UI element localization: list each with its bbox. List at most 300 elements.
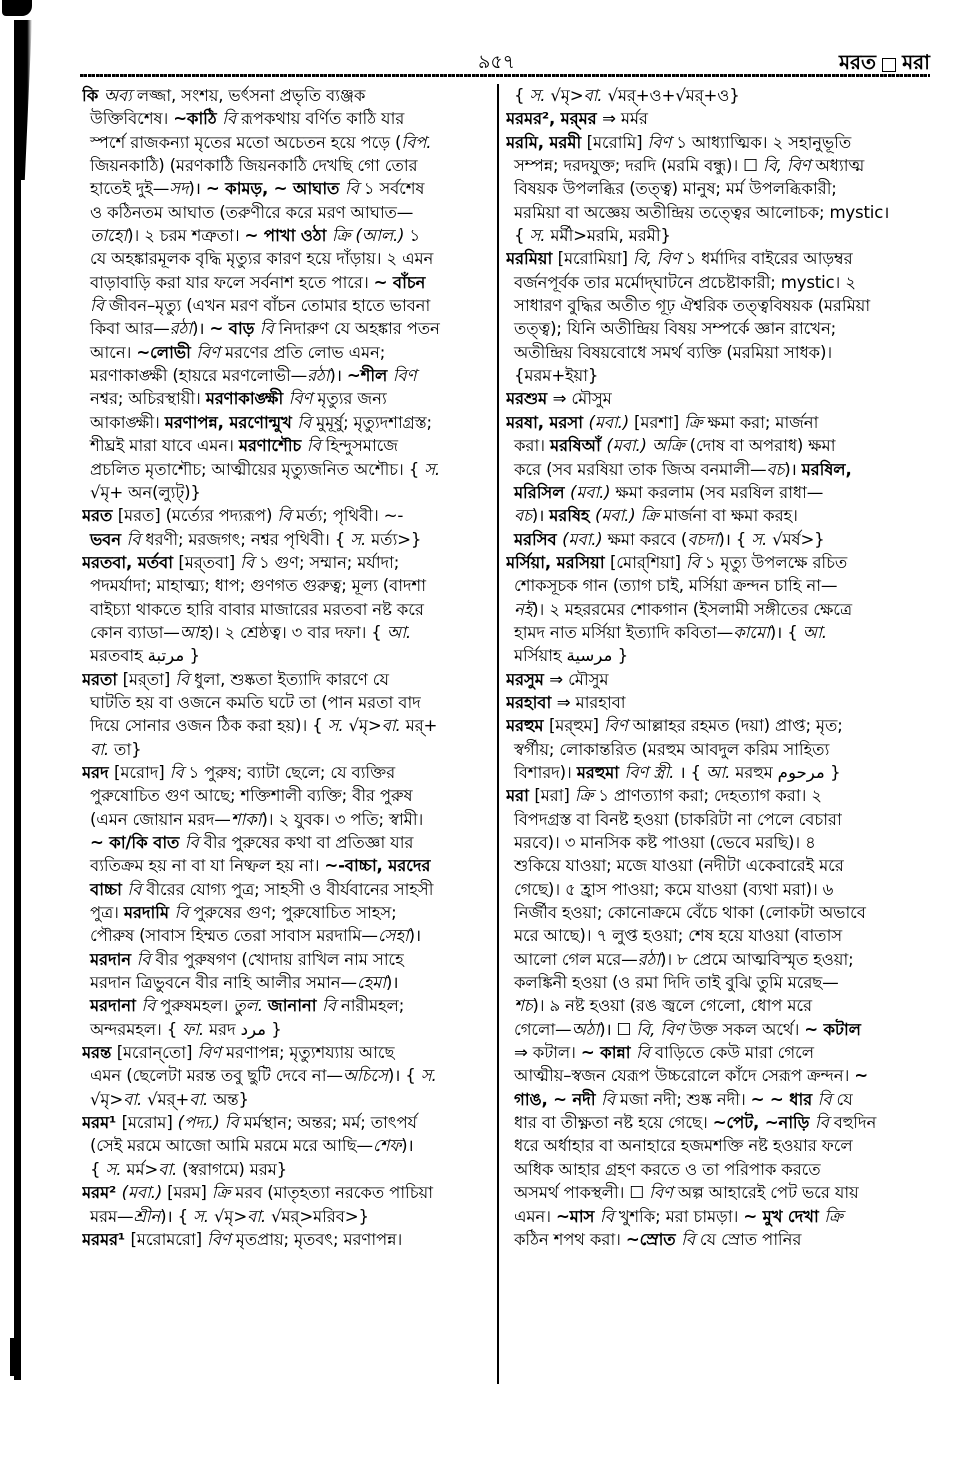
headword-text: ভবন (90, 529, 127, 549)
definition-text: )। { (387, 1066, 421, 1086)
definition-text: [মরম] (167, 1183, 212, 1203)
entry-continuation-line (506, 948, 926, 971)
headword-text: মরষিহ (549, 506, 595, 526)
grammar-label-text: স. (105, 1159, 127, 1179)
definition-text: √মর্+ (147, 1089, 190, 1109)
definition-text: ঘাটতি হয় বা ওজনে কমতি ঘটে তা (পান মরতা বাদ (90, 692, 421, 712)
headword-text: ~কাঠি (173, 109, 223, 129)
entry-continuation-line (82, 971, 500, 994)
definition-text: মুমূর্ষু; মৃত্যুদশাগ্রস্ত; (316, 412, 432, 432)
entry-headword-line (82, 1041, 500, 1064)
grammar-label-text: আ. (386, 622, 411, 642)
grammar-label-text: স. (327, 716, 349, 736)
definition-text: ধুলা, শুষ্কতা ইত্যাদি কারণে যে (194, 669, 389, 689)
grammar-label-text: বিণ (196, 342, 225, 362)
grammar-label-text: বি (306, 436, 326, 456)
entry-headword-line (506, 387, 926, 410)
headword-text: গাঙ, ~ নদী (514, 1089, 601, 1109)
entry-continuation-line (506, 341, 926, 364)
headword-text: মরষা, মরসা (506, 412, 589, 432)
definition-text: বাড়াবাড়ি করা যার ফলে সর্বনাশ হতে পারে। (90, 272, 374, 292)
entry-continuation-line (506, 644, 926, 667)
definition-text: ⇒ মৌসুম (549, 669, 609, 689)
grammar-label-text: নই (514, 599, 533, 619)
entry-continuation-line (82, 574, 500, 597)
definition-text: ⇒ কটাল। (514, 1043, 581, 1063)
definition-text: (এমন জোয়ান মরদ— (90, 809, 231, 829)
right-column (506, 84, 926, 1251)
entry-headword-line (506, 107, 926, 130)
definition-text: )। ☐ (599, 1019, 637, 1039)
entry-continuation-line (82, 994, 500, 1017)
headword-text: ~লোভী (136, 342, 197, 362)
definition-text: [মরোমি] (586, 132, 648, 152)
entry-continuation-line (82, 854, 500, 877)
headword-text: ~ বাঁচন (373, 272, 426, 292)
definition-text: মর্ত্য; পৃথিবী। ~- (296, 506, 404, 526)
grammar-label-text: ক্রি (574, 786, 599, 806)
definition-text: মরতবাহ مرتبة } (90, 646, 201, 666)
definition-text: [মর্‌তা] (122, 669, 176, 689)
entry-continuation-line (506, 294, 926, 317)
definition-text: আত্মীয়–স্বজন যেরূপ উচ্চরোলে কাঁদে সেরূপ ক্রন্দন। (514, 1066, 855, 1086)
entry-continuation-line (82, 247, 500, 270)
definition-text: স্পর্শে রাজকন্যা মৃতের মতো অচেতন হয়ে পড়ে ( (90, 132, 402, 152)
definition-text: যে স্রোত পানির (699, 1229, 802, 1249)
guide-word-first: মরত (838, 50, 877, 74)
definition-text: মার্জনা বা ক্ষমা করহ। (664, 506, 798, 526)
definition-text: অন্দরমহল। { (90, 1019, 183, 1039)
grammar-label-text: রঠা (637, 949, 660, 969)
definition-text: ১ প্রাণত্যাগ করা; দেহত্যাগ করা। ২ (598, 786, 822, 806)
definition-text: √মর্>মরিব>} (271, 1206, 369, 1226)
grammar-label-text: বি (814, 1113, 834, 1133)
grammar-label-text: তুল. (233, 996, 268, 1016)
definition-text: )। ২ যুবক। ৩ পতি; স্বামী। (261, 809, 424, 829)
grammar-label-text: শেফ (372, 1136, 402, 1156)
entry-continuation-line (506, 574, 926, 597)
definition-text: √মর্ষ>} (772, 529, 825, 549)
definition-text: পুত্র। (90, 903, 124, 923)
definition-text: মর্ম> (126, 1159, 159, 1179)
headword-text: মরণাশৌচ (238, 436, 307, 456)
entry-continuation-line (506, 878, 926, 901)
definition-text: ১ মৃত্যু উপলক্ষে রচিত (704, 552, 848, 572)
grammar-label-text: বিণ (392, 366, 417, 386)
definition-text: মর্ত্য>} (371, 529, 422, 549)
entry-headword-line (506, 691, 926, 714)
entry-continuation-line (82, 691, 500, 714)
entry-continuation-line (82, 107, 500, 130)
grammar-label-text: অচিসে (342, 1066, 388, 1086)
definition-text: ক্ষমা করা; মার্জনা (707, 412, 819, 432)
definition-text: )। (784, 459, 802, 479)
grammar-label-text: অঠা (571, 1019, 600, 1039)
definition-text: মরদান ত্রিভুবনে বীর নাহি আলীর সমান— (90, 973, 357, 993)
entry-continuation-line (82, 784, 500, 807)
definition-text: (সেই মরমে আজো আমি মরমে মরে আছি— (90, 1136, 373, 1156)
entry-continuation-line (506, 901, 926, 924)
definition-text: )। { (718, 529, 752, 549)
headword-text: মরষিল, (801, 459, 852, 479)
definition-text: মরমিয়া বা অজ্ঞেয় অতীন্দ্রিয় তত্ত্বের আলোচক; mystic। (514, 202, 890, 222)
grammar-label-text: শচ (514, 996, 533, 1016)
entry-continuation-line (82, 831, 500, 854)
grammar-label-text: হেমা (356, 973, 386, 993)
definition-text: [মরশা] (634, 412, 685, 432)
headword-text: ~-বাচ্চা, মরদের (324, 856, 431, 876)
definition-text: { (90, 1159, 106, 1179)
entry-continuation-line (82, 1158, 500, 1181)
grammar-label-text: বি (175, 669, 195, 689)
grammar-label-text: রঠা (307, 366, 330, 386)
definition-text: অধিক আহার গ্রহণ করতে ও তা পরিপাক করতে (514, 1159, 821, 1179)
grammar-label-text: বি (174, 903, 194, 923)
entry-continuation-line (82, 1088, 500, 1111)
headword-text: মরষিআঁ (549, 436, 607, 456)
definition-text: বর্জনপূর্বক তার মর্মোদ্‌ঘাটনে প্রচেষ্টাকারী; mystic। ২ (514, 272, 856, 292)
definition-text: )। { (160, 1206, 194, 1226)
headword-text: মরহুমা (576, 762, 625, 782)
definition-text: বাড়িতে কেউ মারা গেলে (654, 1043, 814, 1063)
definition-text: মরবে)। ৩ মানসিক কষ্ট পাওয়া (ভেবে মরছি)। ৪ (514, 833, 816, 852)
definition-text: [মর্‌হুম] (548, 716, 604, 736)
definition-text: মরে আছে)। ৭ লুপ্ত হওয়া; শেষ হয়ে যাওয়া (বাতাস (514, 926, 842, 946)
headword-text: মরদামি (123, 903, 175, 923)
headword-text: ~স্রোত (625, 1229, 682, 1249)
grammar-label-text: স. (529, 226, 551, 246)
definition-text: [মরোন্‌তো] (116, 1043, 198, 1063)
grammar-label-text: বি (685, 552, 705, 572)
headword-text: মরমর¹ (82, 1229, 131, 1249)
entry-continuation-line (506, 1205, 926, 1228)
definition-text: নারীমহল; (340, 996, 405, 1016)
headword-text: ~ কটাল (804, 1019, 861, 1039)
definition-text: যে অহঙ্কারমূলক বৃদ্ধি মৃত্যুর কারণ হয়ে দাঁড়ায়। ২ এমন (90, 249, 434, 269)
definition-text: ⇒ মৌসুম (552, 389, 612, 409)
entry-continuation-line (82, 948, 500, 971)
entry-headword-line (506, 411, 926, 434)
headword-text: ~ বাড় (209, 319, 260, 339)
definition-text: )। (188, 179, 206, 199)
headword-text: বাচ্চা (90, 879, 128, 899)
grammar-label-text: (মবা.) (588, 412, 635, 432)
entry-headword-line (82, 84, 500, 107)
entry-headword-line (82, 1111, 500, 1134)
definition-text: করা। (514, 436, 550, 456)
definition-text: । { (679, 762, 706, 782)
definition-text: মরণাকাঙ্ক্ষী (হায়রে মরণলোভী— (90, 366, 307, 386)
definition-text: মৃতপ্রায়; মৃতবৎ; মরণাপন্ন। (235, 1229, 403, 1249)
entry-continuation-line (506, 224, 926, 247)
definition-text: মরদ مرد } (209, 1019, 282, 1039)
grammar-label-text: বি (90, 296, 109, 316)
definition-text: কলঙ্কিনী হওয়া (ও রমা দিদি তাই বুঝি তুমি মরেছ— (514, 973, 839, 993)
headword-text: মরদানা (90, 996, 142, 1016)
definition-text: বহুদিন (833, 1113, 877, 1133)
definition-text: হামদ নাত মর্সিয়া ইত্যাদি কবিতা— (514, 622, 734, 642)
entry-continuation-line (82, 1205, 500, 1228)
definition-text: মরম— (90, 1206, 134, 1226)
entry-continuation-line (506, 621, 926, 644)
headword-text: মরতবা, মর্তবা (82, 552, 179, 572)
entry-continuation-line (82, 714, 500, 737)
definition-text: অধ্যাত্ম (815, 156, 865, 176)
headword-text: মরত (82, 506, 118, 526)
definition-text: নির্জীব হওয়া; কোনোক্রমে বেঁচে থাকা (লোকটা অভাবে (514, 903, 866, 923)
entry-continuation-line (506, 761, 926, 784)
entry-continuation-line (82, 387, 500, 410)
entry-continuation-line (506, 1228, 926, 1251)
entry-continuation-line (506, 434, 926, 457)
scan-artifact (10, 1338, 18, 1376)
entry-headword-line (506, 784, 926, 807)
definition-text: বিপদগ্রস্ত বা বিনষ্ট হওয়া (চাকরিটা না পেলে বেচারা (514, 809, 842, 829)
grammar-label-text: বি (169, 762, 189, 782)
grammar-label-text: বিণ (197, 1043, 227, 1063)
entry-continuation-line (82, 131, 500, 154)
definition-text: সম্পন্ন; দরদযুক্ত; দরদি (মরমি বন্ধু)। ☐ (514, 156, 763, 176)
definition-text: )। (329, 366, 347, 386)
headword-text: ~পেট, ~নাড়ি (712, 1113, 815, 1133)
definition-text: পুরুষমহল। (160, 996, 234, 1016)
definition-text: মরণাপন্ন; মৃত্যুশয্যায় আছে (226, 1043, 395, 1063)
grammar-label-text: ক্রি (211, 1183, 236, 1203)
definition-text: আকাঙ্ক্ষী। (90, 412, 165, 432)
definition-text: {মরম+ইয়া} (514, 366, 599, 386)
grammar-label-text: বি, বিণ (762, 156, 816, 176)
grammar-label-text: বচ (766, 459, 785, 479)
entry-continuation-line (506, 598, 926, 621)
definition-text: { (514, 86, 530, 105)
entry-continuation-line (82, 364, 500, 387)
entry-continuation-line (506, 458, 926, 481)
grammar-label-text: বি (141, 996, 161, 1016)
definition-text: √মৃ+ অন(ল্যুট্)} (90, 482, 201, 502)
definition-text: ক্ষমা করবে ( (607, 529, 688, 549)
definition-text: [মরোদ] (114, 762, 170, 782)
entry-continuation-line (82, 738, 500, 761)
grammar-label-text: স. (424, 459, 440, 479)
definition-text: অতীন্দ্রিয় বিষয়বোধে সমর্থ ব্যক্তি (মরমিয়া সাধক)। (514, 342, 832, 362)
definition-text: স্বর্গীয়; লোকান্তরিত (মরহুম আবদুল করিম সাহিত্য (514, 739, 830, 759)
entry-headword-line (506, 131, 926, 154)
entry-continuation-line (506, 317, 926, 340)
definition-text: মরহুম مرحوم } (735, 762, 841, 782)
definition-text: [মরত] (মর্ত্যের পদ্যরূপ) (117, 506, 278, 526)
headword-text: কি (82, 86, 104, 105)
definition-text: (স্বরাগমে) মরম} (182, 1159, 288, 1179)
definition-text: ১ গুণ; সম্মান; মর্যাদা; (258, 552, 400, 572)
entry-continuation-line (506, 84, 926, 107)
definition-text: নিদারুণ যে অহঙ্কার পতন (278, 319, 440, 339)
entry-continuation-line (82, 901, 500, 924)
grammar-label-text: বিণ স্ত্রী. (624, 762, 680, 782)
definition-text: মজা নদী; শুষ্ক নদী। (619, 1089, 751, 1109)
definition-text: অল্প আহারেই পেট ভরে যায় (677, 1183, 859, 1203)
definition-text: ও কঠিনতম আঘাত (তরুণীরে করে মরণ আঘাত— (90, 202, 414, 222)
definition-text: পুরুষের গুণ; পুরুষোচিত সাহস; (193, 903, 397, 923)
entry-continuation-line (82, 621, 500, 644)
grammar-label-text: বি (321, 996, 341, 1016)
entry-continuation-line (506, 154, 926, 177)
definition-text: গেছে)। ৫ হ্রাস পাওয়া; কমে যাওয়া (ব্যথা মরা)। ৬ (514, 879, 834, 899)
grammar-label-text: স. (193, 1206, 214, 1226)
definition-text: তত্ত্ব); যিনি অতীন্দ্রিয় বিষয় সম্পর্কে জ্ঞান রাখেন; (514, 319, 837, 339)
definition-text: [মোর্‌শিয়া] (610, 552, 686, 572)
definition-text: ক্ষমা করলাম (সব মরষিল রাধা— (615, 482, 824, 502)
entry-continuation-line (82, 808, 500, 831)
definition-text: বাইচ্যা থাকতে হারি বাবার মাজারের মরতবা নষ্ট করে (90, 599, 424, 619)
entry-continuation-line (506, 1018, 926, 1041)
definition-text: )। (401, 1136, 414, 1156)
definition-text: [মর্‌তবা] (178, 552, 241, 572)
definition-text: ১ সর্বশেষ (363, 179, 425, 199)
headword-text: ~মাস (555, 1206, 600, 1226)
left-column (82, 84, 500, 1251)
grammar-label-text: বা. (247, 1206, 272, 1226)
headword-text: মরমি, মরমী (506, 132, 587, 152)
definition-text: কঠিন শপথ করা। (514, 1229, 626, 1249)
headword-text: ~ (854, 1066, 868, 1086)
entry-continuation-line (82, 1018, 500, 1041)
entry-continuation-line (82, 411, 500, 434)
grammar-label-text: (মবা.) ক্রি (594, 506, 665, 526)
definition-text: √মৃ> (90, 1089, 124, 1109)
grammar-label-text: (মবা.) (569, 482, 616, 502)
headword-text: মরমিয়া (506, 249, 558, 269)
definition-text: করে (সব মরষিয়া তাক জিঅ বনমালী— (514, 459, 767, 479)
definition-text: লজ্জা, সংশয়, ভর্ৎসনা প্রভৃতি ব্যঞ্জক (136, 86, 366, 105)
definition-text: )। ২ মহররমের শোকগান (ইসলামী সঙ্গীতের ক্ষেত্রে (532, 599, 852, 619)
definition-text: ধরণী; মরজগৎ; নশ্বর পৃথিবী। { (145, 529, 351, 549)
grammar-label-text: বচ (514, 506, 532, 526)
entry-continuation-line (82, 1064, 500, 1087)
grammar-label-text: তাহো (90, 226, 128, 246)
definition-text: ধার বা তীক্ষ্ণতা নষ্ট হয়ে গেছে। (514, 1113, 713, 1133)
definition-text: মর্+ (405, 716, 438, 736)
definition-text: যে (836, 1089, 853, 1109)
definition-text: অন্ত} (213, 1089, 249, 1109)
definition-text: কোন ব্যাডা— (90, 622, 180, 642)
definition-text: অসমর্থ পাকস্থলী। ☐ (514, 1183, 650, 1203)
grammar-label-text: বি (636, 1043, 655, 1063)
grammar-label-text: বিণ (288, 389, 318, 409)
entry-continuation-line (82, 644, 500, 667)
grammar-label-text: বি (681, 1229, 700, 1249)
guide-word-last: মরা (902, 50, 930, 74)
entry-continuation-line (506, 924, 926, 947)
headword-text: ~ কান্না (580, 1043, 636, 1063)
entry-continuation-line (82, 528, 500, 551)
definition-text: প্রচলিত মৃতাশৌচ; আত্মীয়ের মৃত্যুজনিত অশৌচ। { (90, 459, 425, 479)
entry-continuation-line (506, 528, 926, 551)
grammar-label-text: বি (127, 879, 147, 899)
definition-text: নশ্বর; অচিরস্থায়ী। (90, 389, 206, 409)
entry-continuation-line (506, 1088, 926, 1111)
headword-text: ~ মুখ দেখা (743, 1206, 825, 1226)
entry-continuation-line (82, 154, 500, 177)
definition-text: মর্মী>মরমি, মরমী} (550, 226, 671, 246)
grammar-label-text: কামো (733, 622, 770, 642)
definition-text: ১ (409, 226, 420, 246)
entry-continuation-line (82, 341, 500, 364)
entry-headword-line (506, 551, 926, 574)
definition-text: শুকিয়ে যাওয়া; মজে যাওয়া (নদীটা একেবারেই মরে (514, 856, 844, 876)
grammar-label-text: শ্রীন (133, 1206, 161, 1226)
entry-continuation-line (506, 1064, 926, 1087)
grammar-label-text: বি (344, 179, 364, 199)
definition-text: মর্মস্থান; অন্তর; মর্ম; তাৎপর্য (243, 1113, 417, 1133)
definition-text: √মর্+ও+√মর্+ও} (607, 86, 740, 105)
grammar-label-text: ক্রি (824, 1206, 843, 1226)
headword-text: ~ ~ ধার (750, 1089, 818, 1109)
grammar-label-text: (মবা.) (121, 1183, 168, 1203)
definition-text: ১ আধ্যাত্মিক। ২ সহানুভূতি (676, 132, 852, 152)
entry-continuation-line (506, 971, 926, 994)
definition-text: )। ২ চরম শত্রুতা। (127, 226, 245, 246)
definition-text: বিশারদ)। (514, 762, 577, 782)
headword-text: মরম¹ (82, 1113, 122, 1133)
entry-headword-line (82, 761, 500, 784)
grammar-label-text: বিণ (649, 1183, 678, 1203)
entry-continuation-line (82, 481, 500, 504)
definition-text: √মৃ> (348, 716, 382, 736)
definition-text: হিন্দুসমাজে (325, 436, 398, 456)
definition-text: জীবন–মৃত্যু (এখন মরণ বাঁচন তোমার হাতে ভাবনা (108, 296, 431, 316)
grammar-label-text: বিণ (207, 1229, 236, 1249)
grammar-label-text: ক্রি (আল.) (331, 226, 410, 246)
definition-text: মৃত্যুর জন্য (317, 389, 387, 409)
entry-continuation-line (82, 924, 500, 947)
definition-text: সাধারণ বুদ্ধির অতীত গূঢ় ঐশ্বরিক তত্ত্ববিষয়ক (মরমিয়া (514, 296, 870, 316)
header-rule (80, 74, 930, 77)
scan-artifact (14, 20, 21, 1380)
definition-text: আল্লাহর রহমত (দয়া) প্রাপ্ত; মৃত; (632, 716, 843, 736)
definition-text: (দোষ বা অপরাধ) ক্ষমা (689, 436, 836, 456)
entry-continuation-line (82, 598, 500, 621)
entry-continuation-line (506, 504, 926, 527)
entry-continuation-line (506, 738, 926, 761)
entry-continuation-line (82, 271, 500, 294)
definition-text: [মরোম] (121, 1113, 178, 1133)
headword-text: মরহাবা (506, 692, 557, 712)
entry-continuation-line (506, 481, 926, 504)
definition-text: উক্ত সকল অর্থে। (688, 1019, 805, 1039)
definition-text: { (514, 226, 530, 246)
entry-continuation-line (82, 224, 500, 247)
entry-continuation-line (82, 317, 500, 340)
headword-text: মরন্ত (82, 1043, 117, 1063)
definition-text: ⇒ মর্মর (602, 109, 648, 129)
definition-text: আনে। (90, 342, 137, 362)
definition-text: এমন। (514, 1206, 556, 1226)
grammar-label-text: বি (240, 552, 259, 572)
definition-text: )। (191, 319, 210, 339)
definition-text: এমন (ছেলেটা মরন্ত তবু ছুটি দেবে না— (90, 1066, 343, 1086)
definition-text: রূপকথায় বর্ণিত কাঠি যার (241, 109, 405, 129)
grammar-label-text: আহ (179, 622, 208, 642)
definition-text: )। ৮ প্রেমে আত্মবিস্মৃত হওয়া; (659, 949, 854, 969)
grammar-label-text: বা. (90, 739, 114, 759)
headword-text: মরশুম (506, 389, 553, 409)
entry-headword-line (506, 668, 926, 691)
entry-continuation-line (82, 177, 500, 200)
definition-text: পুরুষোচিত গুণ আছে; শক্তিশালী ব্যক্তি; বীর পুরুষ (90, 786, 413, 806)
entry-continuation-line (506, 854, 926, 877)
grammar-label-text: স. (420, 1066, 437, 1086)
page-header (80, 48, 930, 72)
